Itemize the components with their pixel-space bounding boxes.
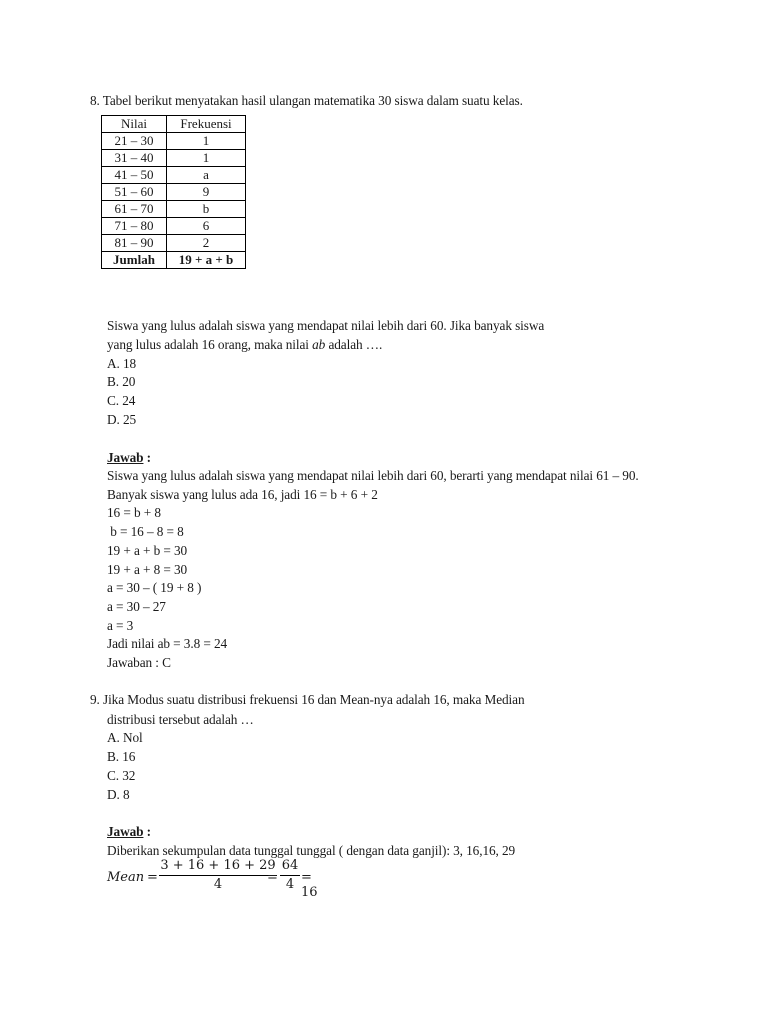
- table-cell: b: [167, 201, 246, 218]
- q9-question-line2: distribusi tersebut adalah …: [107, 712, 254, 727]
- table-total-value: 19 + a + b: [167, 252, 246, 269]
- table-cell: 1: [167, 150, 246, 167]
- table-cell: 71 – 80: [102, 218, 167, 235]
- fraction-bar: [280, 875, 300, 876]
- q8-question-line2-post: adalah ….: [325, 337, 383, 352]
- table-row: [102, 218, 246, 235]
- fraction-result-denominator: 4: [285, 877, 295, 892]
- q9-solution-line1: Diberikan sekumpulan data tunggal tunggal ( dengan data ganjil): 3, 16,16, 29: [107, 843, 516, 858]
- table-cell: 21 – 30: [102, 133, 167, 150]
- q8-question-line2-pre: yang lulus adalah 16 orang, maka nilai: [107, 337, 313, 352]
- q8-question-line2: [107, 336, 382, 354]
- q9-option-c: C. 32: [107, 768, 136, 783]
- table-row: [102, 150, 246, 167]
- table-row: [102, 167, 246, 184]
- q8-option-c: C. 24: [107, 393, 136, 408]
- table-header-nilai: Nilai: [102, 116, 167, 133]
- q8-solution-line: 19 + a + b = 30: [107, 543, 188, 558]
- q8-solution-line: Banyak siswa yang lulus ada 16, jadi 16 = b + 6 + 2: [107, 487, 378, 502]
- fraction-sum-numerator: 3 + 16 + 16 + 29: [160, 858, 276, 873]
- q8-option-d: D. 25: [107, 412, 137, 427]
- table-cell: 81 – 90: [102, 235, 167, 252]
- q9-answer-label: Jawab: [107, 824, 144, 839]
- fraction-sum: [159, 858, 277, 893]
- fraction-sum-denominator: 4: [213, 877, 223, 892]
- q8-solution-line: Jawaban : C: [107, 655, 171, 670]
- q9-answer-colon: :: [143, 824, 152, 839]
- table-row: [102, 201, 246, 218]
- q9-answer-heading: [107, 823, 151, 841]
- q9-option-b: B. 16: [107, 749, 136, 764]
- table-header-row: [102, 116, 246, 133]
- q8-answer-colon: :: [143, 450, 152, 465]
- q8-solution-line: 19 + a + 8 = 30: [107, 562, 188, 577]
- table-cell: 51 – 60: [102, 184, 167, 201]
- q9-question-line1: 9. Jika Modus suatu distribusi frekuensi 16 dan Mean-nya adalah 16, maka Median: [90, 692, 525, 707]
- q8-intro: 8. Tabel berikut menyatakan hasil ulangan matematika 30 siswa dalam suatu kelas.: [90, 93, 523, 108]
- fraction-result-numerator: 64: [281, 858, 299, 873]
- table-cell: 2: [167, 235, 246, 252]
- q8-option-b: B. 20: [107, 374, 136, 389]
- q9-option-d: D. 8: [107, 787, 130, 802]
- q8-solution-line: a = 30 – 27: [107, 599, 166, 614]
- table-row: [102, 184, 246, 201]
- frequency-table: [101, 115, 246, 269]
- table-cell: 1: [167, 133, 246, 150]
- table-cell: 31 – 40: [102, 150, 167, 167]
- result-value: = 16: [301, 870, 318, 900]
- table-cell: 9: [167, 184, 246, 201]
- table-row: [102, 133, 246, 150]
- q8-solution-line: Jadi nilai ab = 3.8 = 24: [107, 636, 228, 651]
- q8-solution-line: a = 30 – ( 19 + 8 ): [107, 580, 202, 595]
- table-cell: a: [167, 167, 246, 184]
- q8-solution-line: a = 3: [107, 618, 134, 633]
- mean-label: Mean: [107, 870, 145, 885]
- q8-answer-label: Jawab: [107, 450, 144, 465]
- q8-question-line1: Siswa yang lulus adalah siswa yang mendapat nilai lebih dari 60. Jika banyak siswa: [107, 318, 545, 333]
- table-total-label: Jumlah: [102, 252, 167, 269]
- q8-answer-heading: [107, 449, 151, 467]
- table-cell: 6: [167, 218, 246, 235]
- q8-question-var: ab: [312, 337, 326, 352]
- table-header-frekuensi: Frekuensi: [167, 116, 246, 133]
- q8-option-a: A. 18: [107, 356, 137, 371]
- table-cell: 61 – 70: [102, 201, 167, 218]
- q9-option-a: A. Nol: [107, 730, 143, 745]
- q8-solution-line: Siswa yang lulus adalah siswa yang mendapat nilai lebih dari 60, berarti yang mendapat nilai 61 – 90.: [107, 468, 639, 483]
- equals-sign: =: [147, 870, 158, 885]
- q8-solution-line: 16 = b + 8: [107, 505, 161, 520]
- equals-sign: =: [267, 870, 278, 885]
- fraction-result: [280, 858, 300, 893]
- q8-solution-line: b = 16 – 8 = 8: [107, 524, 184, 539]
- fraction-bar: [159, 875, 277, 876]
- table-row: [102, 235, 246, 252]
- table-cell: 41 – 50: [102, 167, 167, 184]
- table-total-row: [102, 252, 246, 269]
